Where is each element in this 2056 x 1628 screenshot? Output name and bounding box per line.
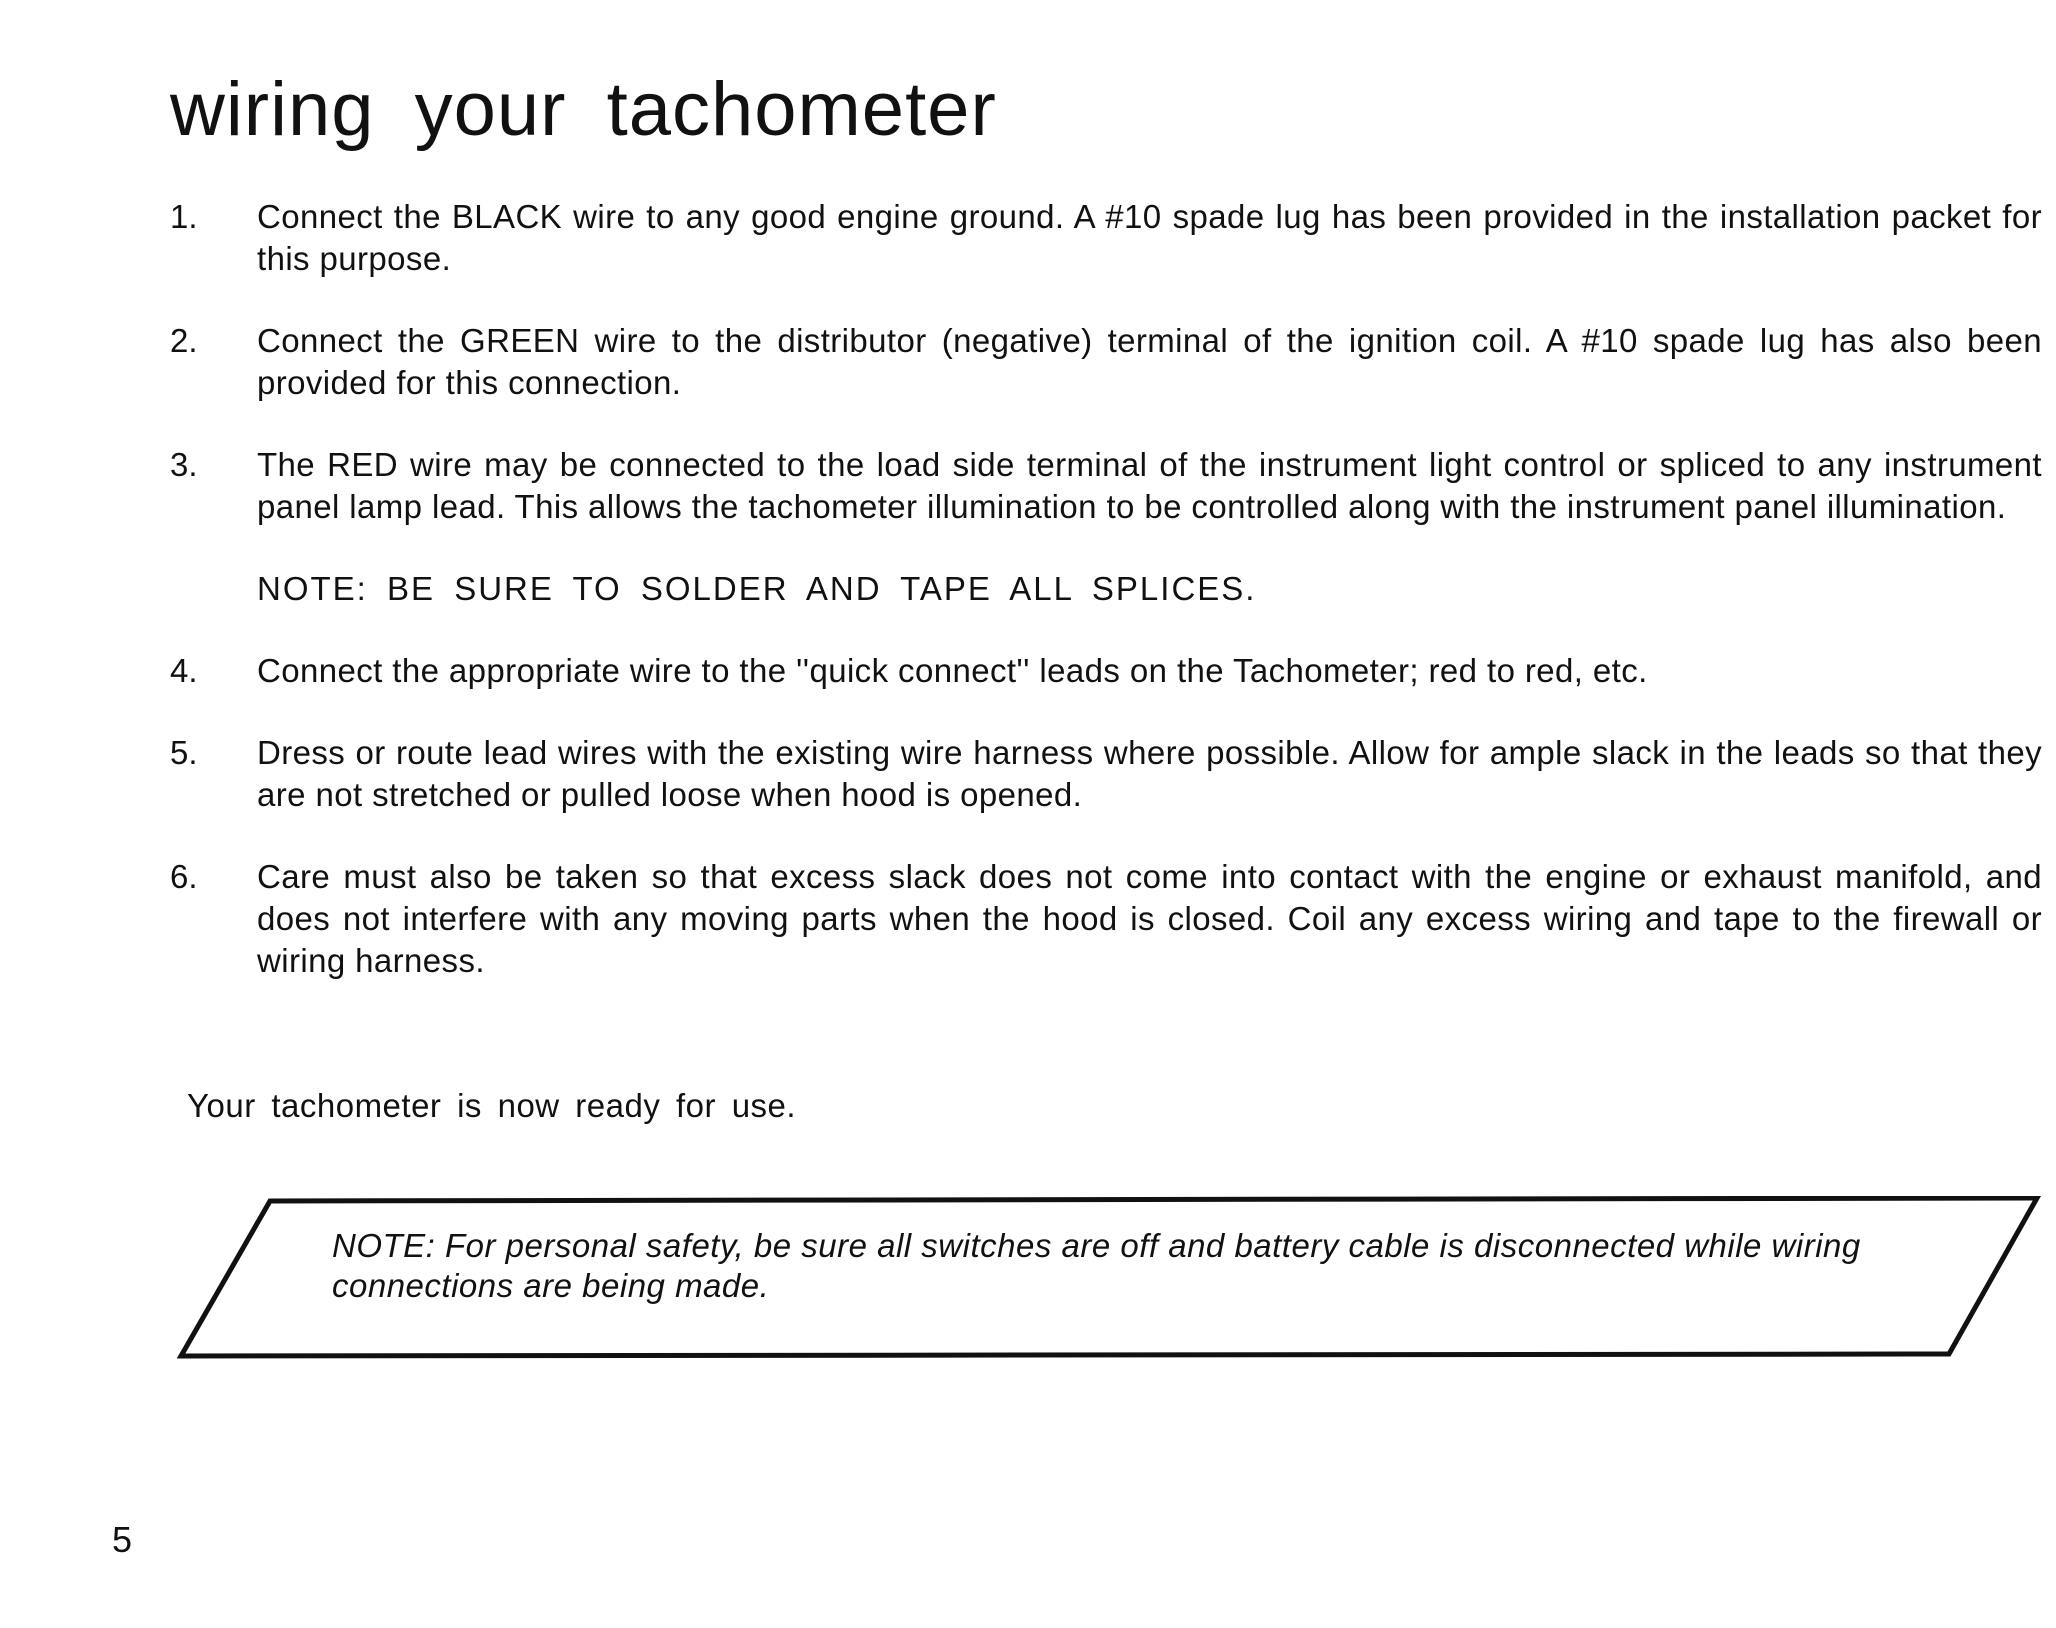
step-number: 3. (170, 446, 198, 483)
ready-statement: Your tachometer is now ready for use. (187, 1087, 797, 1124)
step-text: Connect the GREEN wire to the distributor (negative) terminal of the ignition coil. A #10 spade lug has also been provided for this connection. (257, 322, 2042, 401)
step-number: 4. (170, 652, 198, 689)
step-number: 5. (170, 734, 198, 771)
step-text: The RED wire may be connected to the load side terminal of the instrument light control or spliced to any instrument panel lamp lead. This allows the tachometer illumination to be controlled along with the instrument panel illumination. (257, 446, 2042, 525)
step-text: Connect the appropriate wire to the ''quick connect'' leads on the Tachometer; red to red, etc. (257, 652, 1648, 689)
step-text: Care must also be taken so that excess slack does not come into contact with the engine or exhaust manifold, and does not interfere with any moving parts when the hood is closed. Coil any excess wiring and tape to the firewall or wiring harness. (257, 858, 2042, 979)
step-item (170, 196, 2042, 280)
step-number: 2. (170, 322, 198, 359)
step-item (170, 856, 2042, 982)
step-number: 6. (170, 858, 198, 895)
page-title: wiring your tachometer (170, 67, 997, 152)
step-item (170, 650, 2042, 692)
safety-note-text: NOTE: For personal safety, be sure all switches are off and battery cable is disconnected while wiring connections are being made. (332, 1227, 1861, 1304)
step-number: 1. (170, 198, 198, 235)
step-text: Dress or route lead wires with the existing wire harness where possible. Allow for ample slack in the leads so that they are not stretched or pulled loose when hood is opened. (257, 734, 2042, 813)
wiring-steps-list (170, 196, 2042, 1022)
splice-note: NOTE: BE SURE TO SOLDER AND TAPE ALL SPLICES. (257, 570, 1257, 607)
safety-note-box (176, 1196, 2042, 1360)
step-item (170, 444, 2042, 610)
step-item (170, 732, 2042, 816)
step-item (170, 320, 2042, 404)
page-number: 5 (112, 1519, 133, 1560)
step-text: Connect the BLACK wire to any good engine ground. A #10 spade lug has been provided in the installation packet for this purpose. (257, 198, 2042, 277)
